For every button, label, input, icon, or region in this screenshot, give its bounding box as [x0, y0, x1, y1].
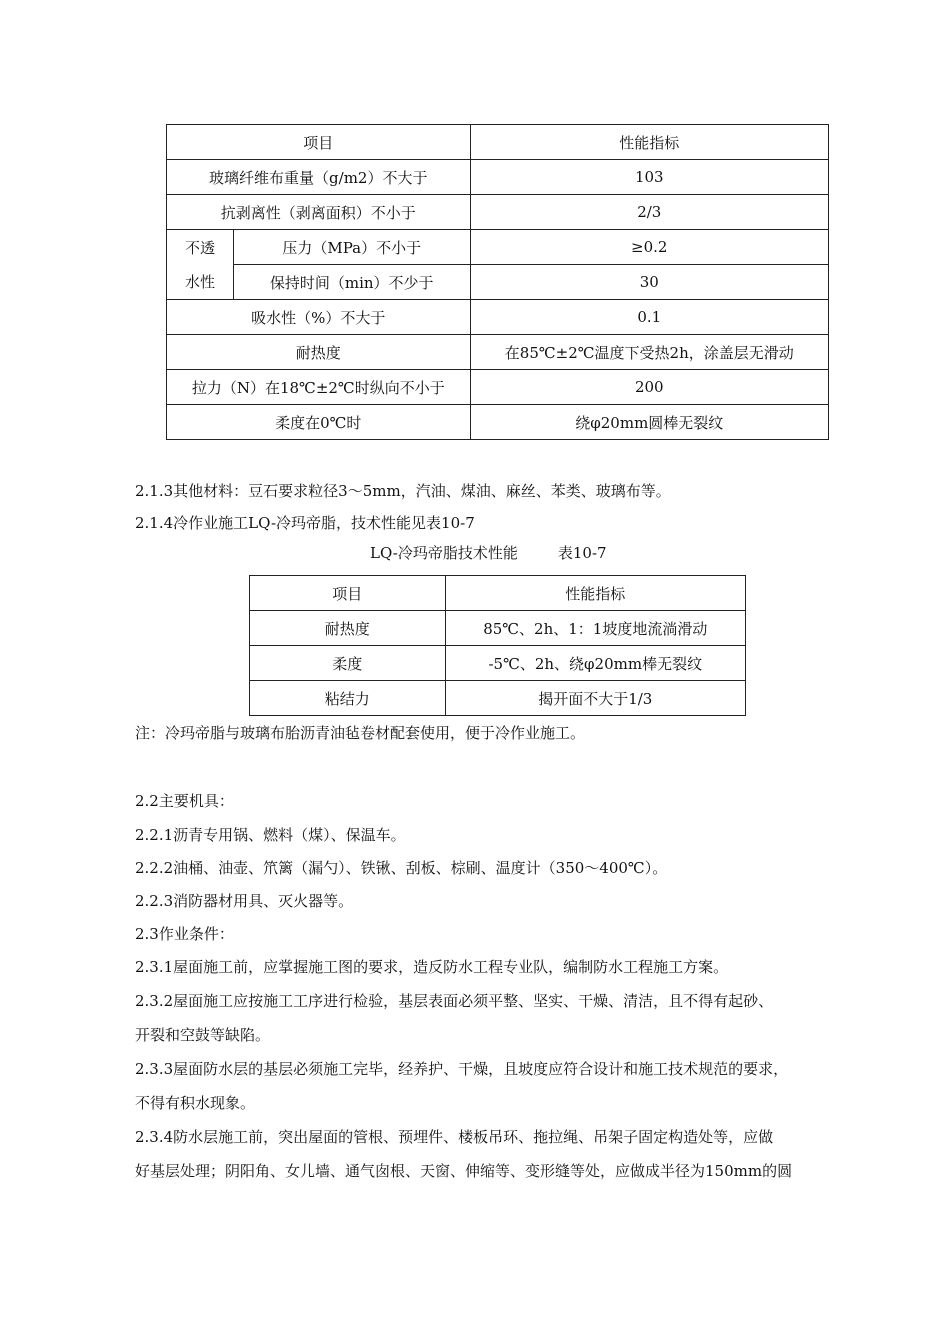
row-item: 柔度: [250, 646, 446, 681]
paragraph-2-1-4: 2.1.4冷作业施工LQ-冷玛帝脂，技术性能见表10-7: [135, 514, 475, 532]
row-item: 耐热度: [167, 335, 471, 370]
table-row: [167, 195, 829, 230]
table-row: [167, 265, 829, 300]
row-item: 吸水性（%）不大于: [167, 300, 471, 335]
table-row: [167, 370, 829, 405]
row-value: 0.1: [470, 300, 828, 335]
row-value: 85℃、2h、1：1坡度地流淌滑动: [445, 611, 745, 646]
table-row: [250, 646, 746, 681]
row-item: 玻璃纤维布重量（g/m2）不大于: [167, 160, 471, 195]
table-row: [167, 300, 829, 335]
paragraph-line: 好基层处理；阴阳角、女儿墙、通气囱根、天窗、伸缩等、变形缝等处，应做成半径为150mm的圆: [135, 1162, 793, 1180]
table-header-row: [167, 125, 829, 160]
row-value: ≥0.2: [470, 230, 828, 265]
paragraph-line: 2.2.1沥青专用锅、燃料（煤）、保温车。: [135, 826, 406, 844]
table-row: [167, 160, 829, 195]
paragraph-line: 2.3.3屋面防水层的基层必须施工完毕，经养护、干燥，且坡度应符合设计和施工技术规范的要求，: [135, 1060, 789, 1078]
paragraph-line: 2.3.2屋面施工应按施工工序进行检验，基层表面必须平整、坚实、干燥、清洁，且不得有起砂、: [135, 992, 774, 1010]
row-value: 在85℃±2℃温度下受热2h，涂盖层无滑动: [470, 335, 828, 370]
performance-table: [166, 124, 829, 440]
table-caption: [370, 542, 607, 563]
row-value: 30: [470, 265, 828, 300]
header-value: 性能指标: [470, 125, 828, 160]
lq-mastic-table: [249, 575, 746, 716]
row-item: 拉力（N）在18℃±2℃时纵向不小于: [167, 370, 471, 405]
paragraph-line: 不得有积水现象。: [135, 1094, 256, 1112]
row-value: 揭开面不大于1/3: [445, 681, 745, 716]
row-value: 103: [470, 160, 828, 195]
group-label-line1: 不透: [184, 238, 215, 257]
table-row: [167, 230, 829, 265]
paragraph-line: 2.2.2油桶、油壶、笊篱（漏勺）、铁锹、刮板、棕刷、温度计（350～400℃）。: [135, 859, 668, 877]
paragraph-line: 2.2主要机具：: [135, 792, 234, 810]
paragraph-line: 2.3作业条件：: [135, 925, 234, 943]
note: 注：冷玛帝脂与玻璃布胎沥青油毡卷材配套使用，便于冷作业施工。: [135, 724, 586, 742]
paragraph-line: 开裂和空鼓等缺陷。: [135, 1026, 271, 1044]
row-value: 200: [470, 370, 828, 405]
row-item: 粘结力: [250, 681, 446, 716]
table-row: [167, 335, 829, 370]
header-value: 性能指标: [445, 576, 745, 611]
table-row: [167, 405, 829, 440]
paragraph-line: 2.3.4防水层施工前，突出屋面的管根、预埋件、楼板吊环、拖拉绳、吊架子固定构造处等，应做: [135, 1128, 774, 1146]
row-item: 耐热度: [250, 611, 446, 646]
row-item: 保持时间（min）不少于: [233, 265, 470, 300]
header-item: 项目: [167, 125, 471, 160]
table-header-row: [250, 576, 746, 611]
group-label: [167, 230, 234, 300]
table-row: [250, 611, 746, 646]
table-caption-tag: 表10-7: [557, 544, 607, 562]
paragraph-line: 2.3.1屋面施工前，应掌握施工图的要求，造反防水工程专业队，编制防水工程施工方案。: [135, 958, 729, 976]
header-item: 项目: [250, 576, 446, 611]
row-value: 绕φ20mm圆棒无裂纹: [470, 405, 828, 440]
group-label-line2: 水性: [184, 272, 215, 291]
row-value: 2/3: [470, 195, 828, 230]
table-row: [250, 681, 746, 716]
row-item: 压力（MPa）不小于: [233, 230, 470, 265]
paragraph-2-1-3: 2.1.3其他材料：豆石要求粒径3～5mm，汽油、煤油、麻丝、苯类、玻璃布等。: [135, 482, 671, 500]
row-item: 柔度在0℃时: [167, 405, 471, 440]
row-item: 抗剥离性（剥离面积）不小于: [167, 195, 471, 230]
table-caption-title: LQ-冷玛帝脂技术性能: [370, 544, 518, 562]
row-value: -5℃、2h、绕φ20mm棒无裂纹: [445, 646, 745, 681]
paragraph-line: 2.2.3消防器材用具、灭火器等。: [135, 892, 354, 910]
